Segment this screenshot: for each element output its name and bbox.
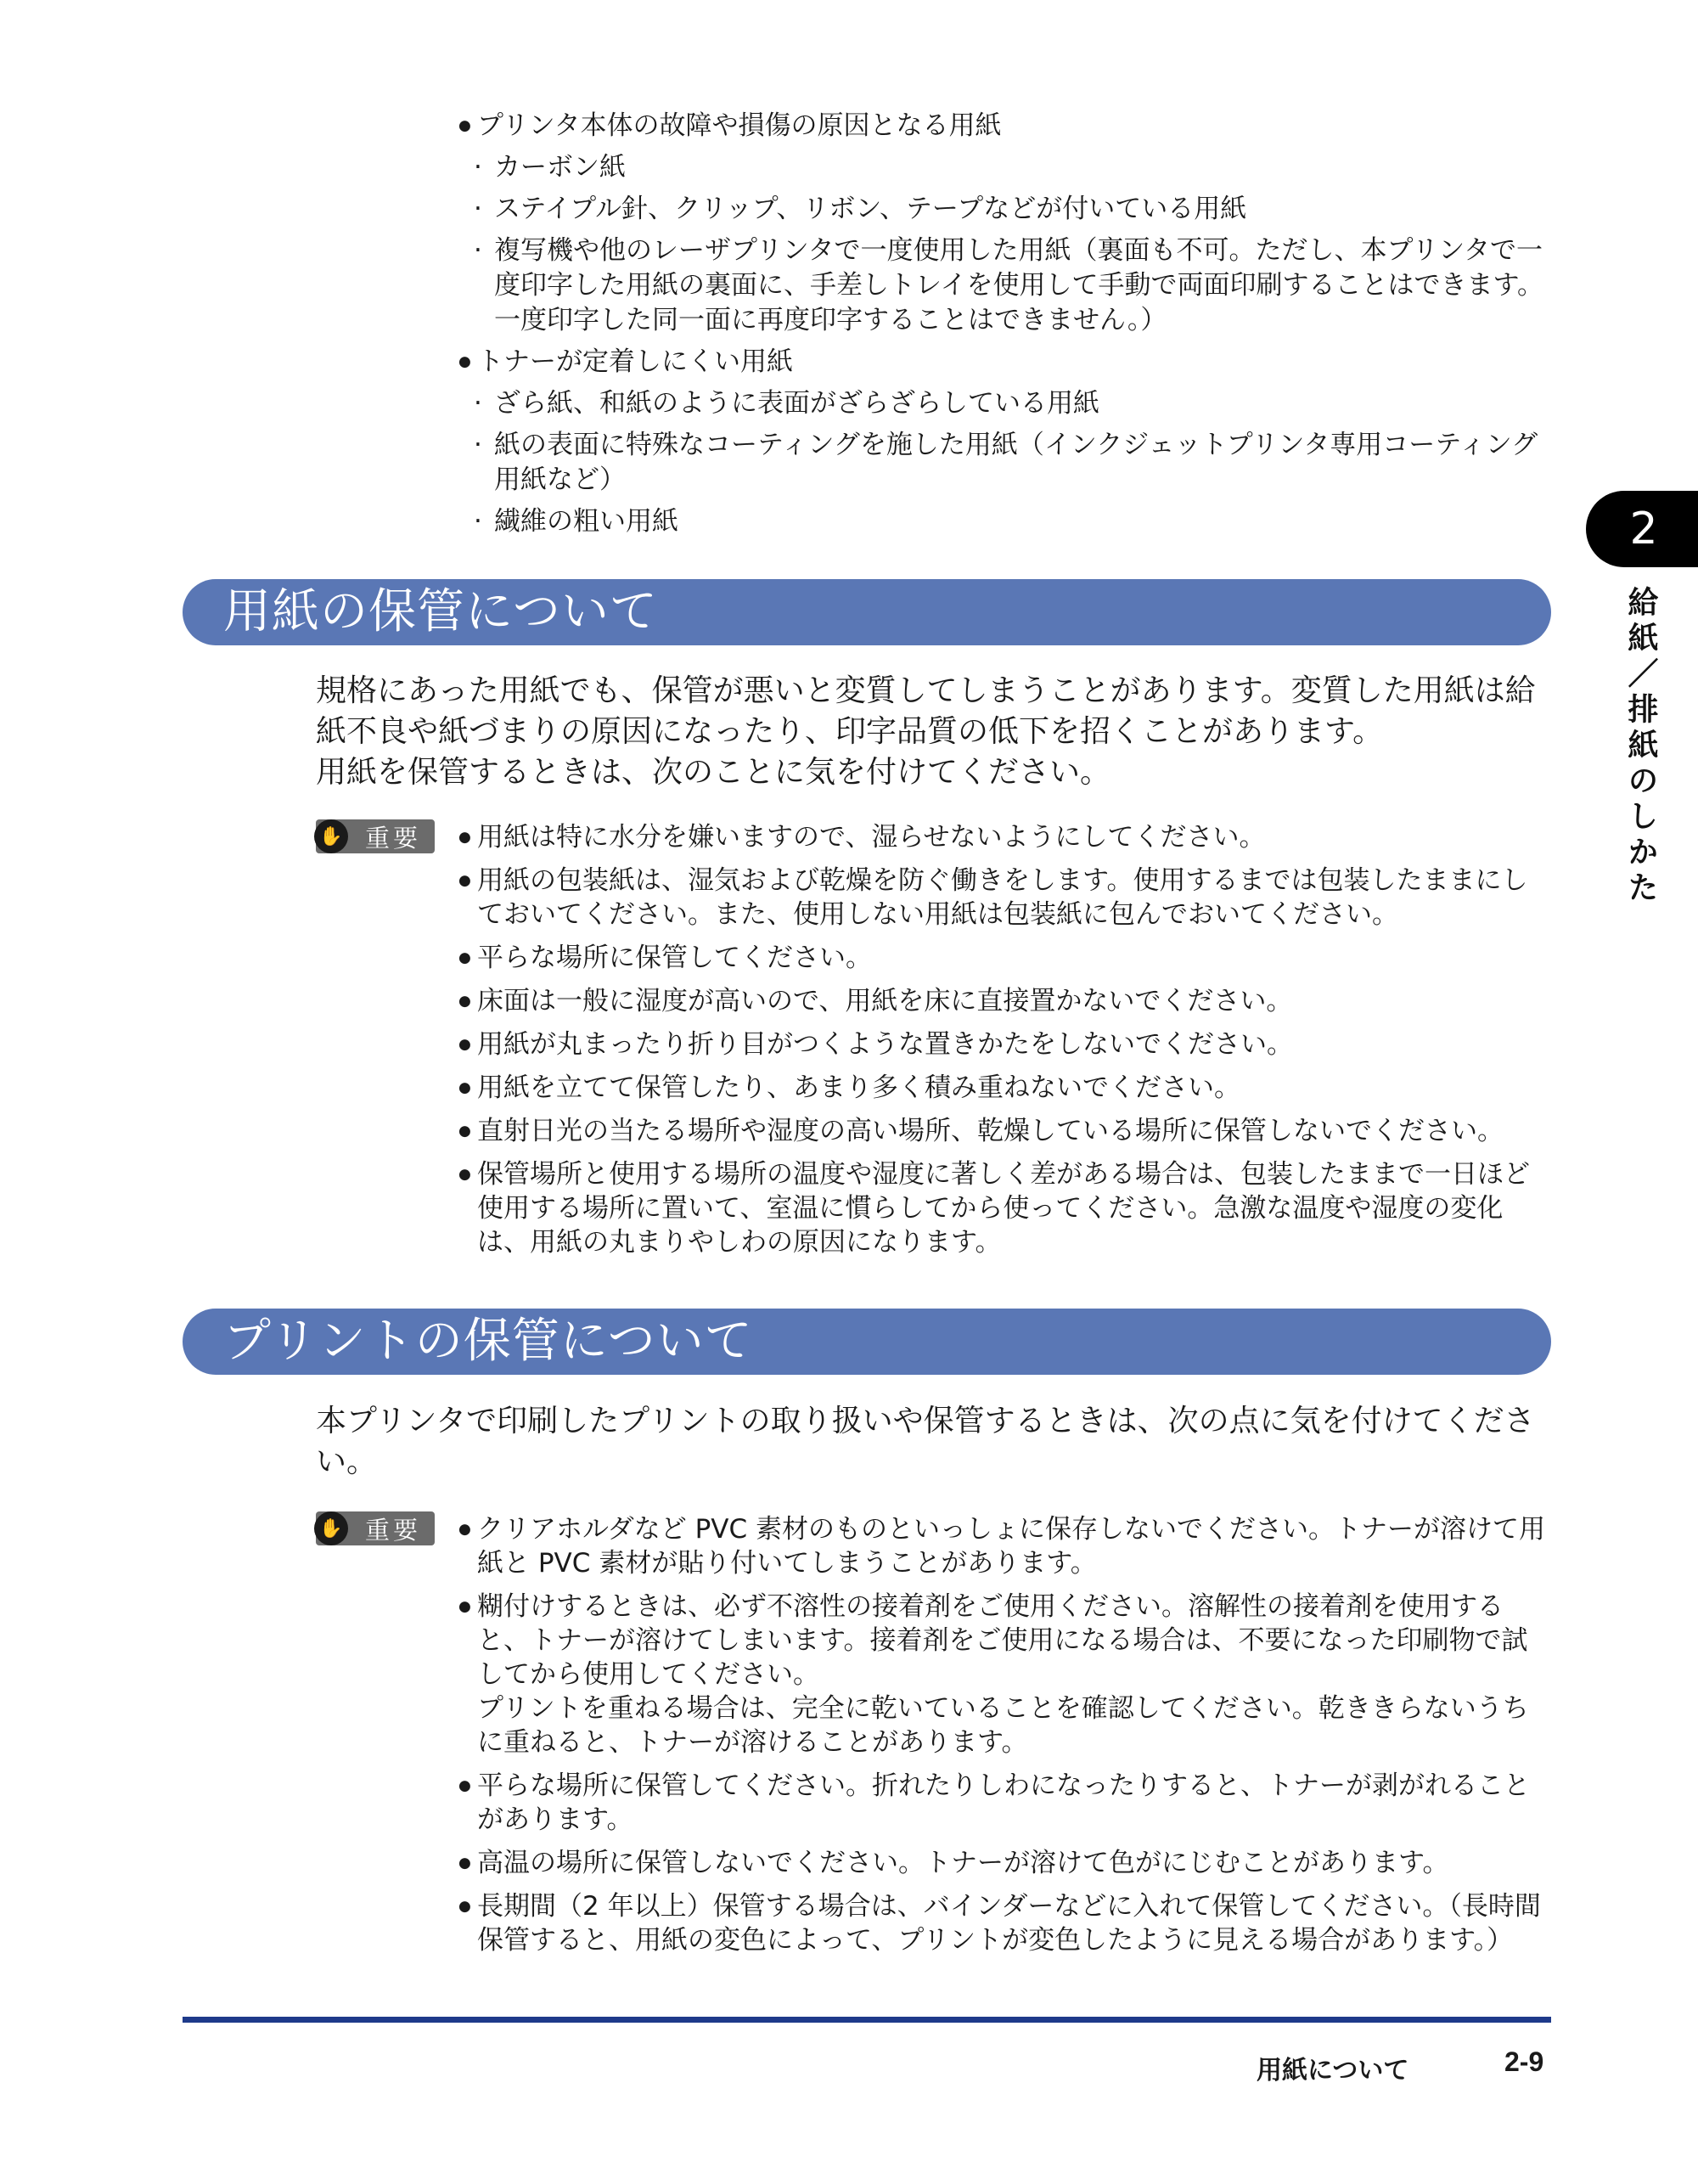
page-number: 2-9: [1504, 2046, 1544, 2077]
list-item: ● 用紙が丸まったり折り目がつくような置きかたをしないでください。: [458, 1027, 1554, 1061]
section-header-print-storage: [183, 1309, 1551, 1375]
important-list: [458, 820, 1554, 1269]
list-item: ● クリアホルダなど PVC 素材のものといっしょに保存しないでください。トナーが溶けて用紙と PVC 素材が貼り付いてしまうことがあります。: [458, 1512, 1554, 1580]
section-intro: [316, 1401, 1555, 1483]
important-label: 重要: [365, 1515, 422, 1545]
list-item: ● 用紙の包装紙は、湿気および乾燥を防ぐ働きをします。使用するまでは包装したままにしておいてください。また、使用しない用紙は包装紙に包んでおいてください。: [458, 864, 1554, 932]
list-item-text: ● 糊付けするときは、必ず不溶性の接着剤をご使用ください。溶解性の接着剤を使用すると、トナーが溶けてしまいます。接着剤をご使用になる場合は、不要になった印刷物で試してから使用してください。: [477, 1591, 1528, 1690]
hand-stop-icon: ✋: [314, 1511, 348, 1545]
section-intro: [316, 671, 1555, 793]
list-item: ● 保管場所と使用する場所の温度や湿度に著しく差がある場合は、包装したままで一日ほど使用する場所に置いて、室温に慣らしてから使ってください。急激な温度や湿度の変化は、用紙の丸まりやしわの原因になります。: [458, 1157, 1554, 1259]
list-item: ● 床面は一般に湿度が高いので、用紙を床に直接置かないでください。: [458, 984, 1554, 1018]
list-subitem: · 複写機や他のレーザプリンタで一度使用した用紙（裏面も不可。ただし、本プリンタで一度印字した用紙の裏面に、手差しトレイを使用して手動で両面印刷することはできます。一度印字した同一面に再度印字することはできません。）: [458, 234, 1554, 338]
list-item: ● プリンタ本体の故障や損傷の原因となる用紙: [458, 109, 1554, 144]
important-badge: [316, 819, 435, 853]
intro-paragraph: 規格にあった用紙でも、保管が悪いと変質してしまうことがあります。変質した用紙は給紙不良や紙づまりの原因になったり、印字品質の低下を招くことがあります。: [316, 673, 1536, 749]
list-subitem: · 紙の表面に特殊なコーティングを施した用紙（インクジェットプリンタ専用コーティング用紙など）: [458, 428, 1554, 498]
list-item: ● 平らな場所に保管してください。折れたりしわになったりすると、トナーが剥がれることがあります。: [458, 1769, 1554, 1837]
hand-stop-icon: ✋: [314, 819, 348, 853]
section-title: 用紙の保管について: [223, 584, 658, 639]
list-item: ● 高温の場所に保管しないでください。トナーが溶けて色がにじむことがあります。: [458, 1846, 1554, 1880]
list-subitem: · ステイプル針、クリップ、リボン、テープなどが付いている用紙: [458, 192, 1554, 227]
footer-rule: [183, 2017, 1551, 2023]
list-item: ● 平らな場所に保管してください。: [458, 941, 1554, 975]
list-subitem: · カーボン紙: [458, 150, 1554, 185]
important-label: 重要: [365, 823, 422, 853]
list-subitem: · 繊維の粗い用紙: [458, 504, 1554, 539]
list-item-note: プリントを重ねる場合は、完全に乾いていることを確認してください。乾ききらないうちに重ねると、トナーが溶けることがあります。: [477, 1693, 1529, 1758]
important-badge: [316, 1511, 435, 1545]
intro-paragraph: 用紙を保管するときは、次のことに気を付けてください。: [316, 755, 1111, 790]
list-item: ● 用紙を立てて保管したり、あまり多く積み重ねないでください。: [458, 1071, 1554, 1105]
list-item: ● トナーが定着しにくい用紙: [458, 345, 1554, 380]
section-title: プリントの保管について: [223, 1314, 753, 1369]
important-list: [458, 1512, 1554, 1967]
section-header-paper-storage: [183, 579, 1551, 645]
list-item: ● 長期間（2 年以上）保管する場合は、バインダーなどに入れて保管してください。（長時間保管すると、用紙の変色によって、プリントが変色したように見える場合があります。）: [458, 1889, 1554, 1957]
footer-title: 用紙について: [1257, 2056, 1409, 2085]
list-item: ● 用紙は特に水分を嫌いますので、湿らせないようにしてください。: [458, 820, 1554, 854]
top-bullet-list: [458, 109, 1554, 546]
list-subitem: · ざら紙、和紙のように表面がざらざらしている用紙: [458, 386, 1554, 421]
list-item: ● 直射日光の当たる場所や湿度の高い場所、乾燥している場所に保管しないでください。: [458, 1114, 1554, 1148]
intro-paragraph: 本プリンタで印刷したプリントの取り扱いや保管するときは、次の点に気を付けてください。: [316, 1404, 1535, 1479]
chapter-tab-label: 給紙／排紙のしかた: [1623, 586, 1658, 907]
chapter-tab: 2: [1586, 491, 1698, 567]
list-item: [458, 1590, 1554, 1759]
